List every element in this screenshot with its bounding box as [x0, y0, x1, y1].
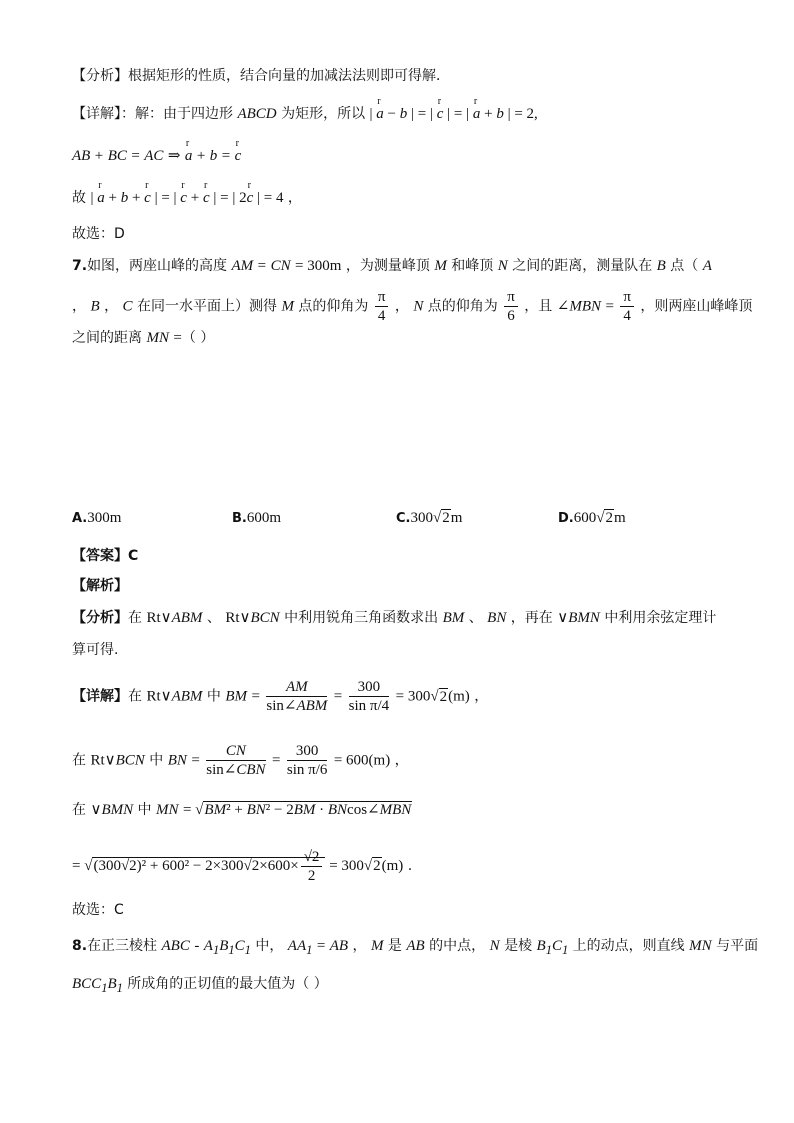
choose-line-prev: 故选：D: [72, 226, 125, 242]
q7-stem-line-3: 之间的距离 MN =（ ）: [72, 330, 215, 346]
q7-detail-line-1: 【详解】在 Rt∨ABM 中 BM = $\frac{AM}{\text{sin∠ABM}}$ = $\frac{300}{\text{sin π/4}}$ = 300√2(m) ，: [72, 679, 489, 714]
q7-option-b[interactable]: B.600m: [232, 510, 282, 526]
detail-line-3: 故 | r a + b + r c | = | r c + r c | = | 2r c | = 4 ，: [72, 188, 302, 208]
q7-detail-line-4: = √(300√2)² + 600² − 2×300√2×600× $\frac{√2}{2}$ = 300√2(m) .: [72, 849, 413, 884]
q8-stem-line-2: $BCC_1B_1$ 所成角的正切值的最大值为（ ）: [72, 976, 328, 995]
detail-line-1: 【详解】：解：由于四边形 ABCD 为矩形，所以 | r a − b | = | r c | = | r a + b | = 2,: [72, 104, 538, 124]
answer-line: 【答案】C: [72, 548, 139, 564]
q7-option-c[interactable]: C.300√2m: [396, 510, 463, 526]
q7-option-d[interactable]: D.600√2m: [558, 510, 626, 526]
q7-stem-line-1: 7.如图，两座山峰的高度 AM = CN = 300m ，为测量峰顶 M 和峰顶 N 之间的距离，测量队在 B 点（ A: [72, 258, 712, 274]
q7-option-a[interactable]: A.300m: [72, 510, 122, 526]
q7-stem-line-2: ， B ， C 在同一水平面上）测得 M 点的仰角为 $\frac{\pi}{4}$ ， N 点的仰角为 $\frac{\pi}{6}$ ，且 ∠MBN = $\frac{\pi}{4}$ ，则两座山峰峰顶: [72, 289, 753, 324]
analysis-line: 【分析】根据矩形的性质，结合向量的加减法法则即可得解．: [72, 68, 450, 84]
q7-detail-line-3: 在 ∨BMN 中 MN = √BM² + BN² − 2BM · BNcos∠MBN: [72, 802, 412, 818]
q8-stem-line-1: 8.在正三棱柱 ABC - $A_1B_1C_1$ 中， $AA_1$ = AB ， M 是 AB 的中点， N 是棱 $B_1C_1$ 上的动点，则直线 MN 与平面: [72, 938, 759, 957]
q7-choose-line: 故选：C: [72, 902, 124, 918]
q7-analysis-line-1: 【分析】在 Rt∨ABM 、 Rt∨BCN 中利用锐角三角函数求出 BM 、 BN ，再在 ∨BMN 中利用余弦定理计: [72, 610, 717, 626]
q7-analysis-line-2: 算可得.: [72, 642, 119, 658]
jiexi-line: 【解析】: [72, 578, 128, 594]
q7-detail-line-2: 在 Rt∨BCN 中 BN = $\frac{CN}{\text{sin∠CBN}}$ = $\frac{300}{\text{sin π/6}}$ = 600(m) ，: [72, 743, 409, 778]
detail-line-2: AB + BC = AC ⇒ r a + b = r c: [72, 146, 241, 166]
